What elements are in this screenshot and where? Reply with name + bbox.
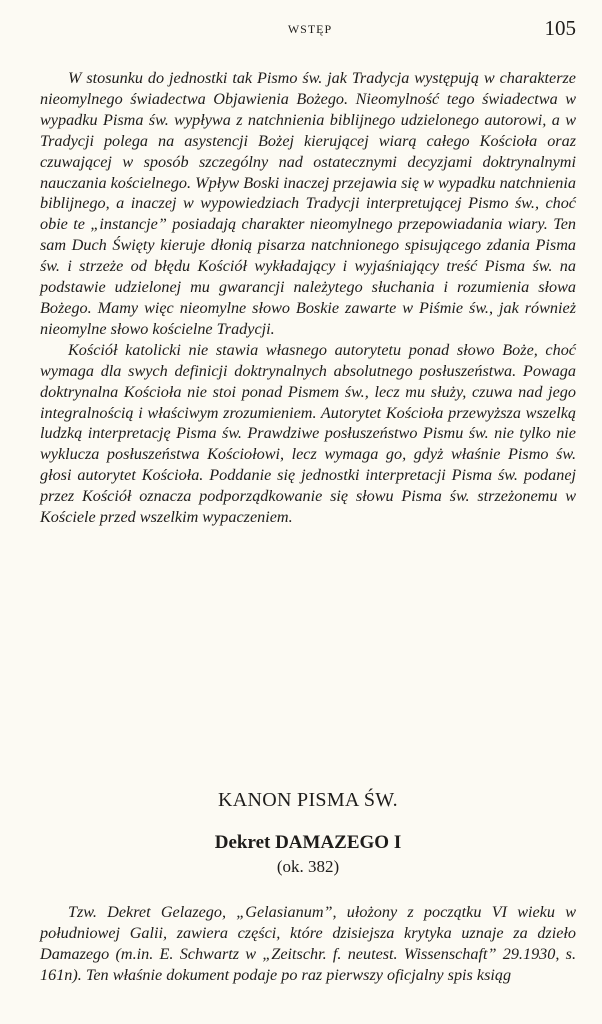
paragraph-scripture-tradition: W stosunku do jednostki tak Pismo św. jak Tradycja występują w charakterze nieomylnego świadectwa Objawienia Bożego. Nieomylność tego świadectwa w wypadku Pisma św. wypływa z natchnienia biblijnego udzielonego autorowi, a w Tradycji polega na asystencji Bożej kierującej wiarą całego Kościoła oraz czuwającej w sposób szczególny nad ostatecznymi decyzjami doktrynalnymi nauczania kościelnego. Wpływ Boski inaczej przejawia się w wypadku natchnienia biblijnego, a inaczej w wypowiedziach Tradycji interpretującej Pismo św., choć obie te „instancje” posiadają charakter nieomylnego przepowiadania wiary. Ten sam Duch Święty kieruje dłonią pisarza natchnionego spisującego zdania Pisma św. i strzeże od błędu Kościół wykładający i wyjaśniający treść Pisma św. na podstawie udzielonej mu gwarancji należytego słuchania i rozumienia słowa Bożego. Mamy więc nieomylne słowo Boskie zawarte w Piśmie św., jak również nieomylne słowo kościelne Tradycji. [40,69,576,338]
decree-title: Dekret DAMAZEGO I [214,832,402,853]
decree-date: (ok. 382) [276,857,340,876]
page-number: 105 [544,16,576,40]
intro-text [40,902,576,986]
running-header [40,14,580,44]
body-text [40,68,576,528]
running-title: WSTĘP [287,22,333,36]
paragraph-church-authority: Kościół katolicki nie stawia własnego autorytetu ponad słowo Boże, choć wymaga dla swych definicji doktrynalnych absolutnego posłuszeństwa. Powaga doktrynalna Kościoła nie stoi ponad Pismem św., lecz mu służy, czuwa nad jego integralnością i właściwym zrozumieniem. Autorytet Kościoła przewyższa wszelką ludzką interpretację Pisma św. Prawdziwe posłuszeństwo Pismu św. nie tylko nie wyklucza posłuszeństwa Kościołowi, lecz wymaga go, gdyż właśnie Pismo św. głosi autorytet Kościoła. Poddanie się jednostki interpretacji Pisma św. podanej przez Kościół oznacza podporządkowanie się słowu Pisma św. strzeżonemu w Kościele przed wszelkim wypaczeniem. [40,340,576,527]
section-title: KANON PISMA ŚW. [218,789,398,811]
paragraph-gelasianum: Tzw. Dekret Gelazego, „Gelasianum”, ułożony z początku VI wieku w południowej Galii, zawiera części, które dzisiejsza krytyka uznaje za dzieło Damazego (m.in. E. Schwartz w „Zeitschr. f. neutest. Wissenschaft” 29.1930, s. 161n). Ten właśnie dokument podaje po raz pierwszy oficjalny spis ksiąg [40,903,576,984]
